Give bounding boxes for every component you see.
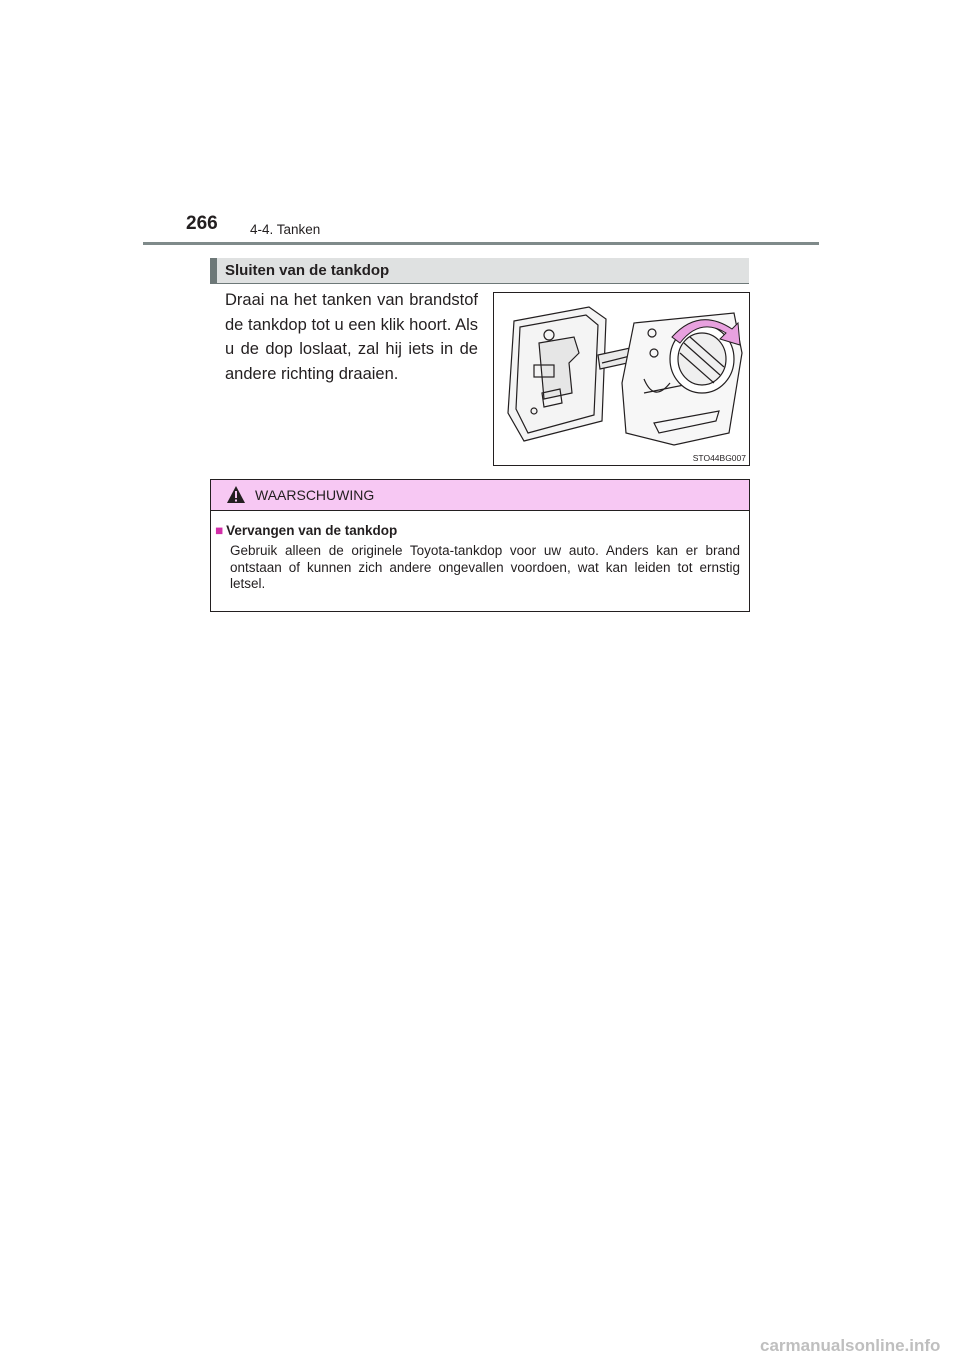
figure-code: STO44BG007 [692,453,746,463]
section-reference: 4-4. Tanken [250,222,321,237]
warning-header [211,480,749,511]
warning-item-heading [215,523,397,538]
fuel-door-drawing [494,293,749,465]
warning-triangle-icon [226,485,246,504]
page-number: 266 [186,213,218,234]
fuel-cap-illustration [493,292,750,466]
watermark: carmanualsonline.info [760,1336,941,1355]
bullet-icon: ■ [215,523,224,538]
warning-item-title: Vervangen van de tankdop [226,523,398,538]
warning-title: WAARSCHUWING [255,487,375,503]
warning-box [210,479,750,612]
section-heading [210,258,749,284]
section-heading-text: Sluiten van de tankdop [225,262,390,279]
instruction-text: Draai na het tanken van brandstof de tankdop tot u een klik hoort. Als u de dop loslaat, zal hij iets in de andere richting draaien. [225,291,478,383]
header-divider [143,242,819,245]
warning-item-text: Gebruik alleen de originele Toyota-tankdop voor uw auto. Anders kan er brand ontstaan of kunnen zich andere ongevallen voordoen, wat kan leiden tot ernstig letsel. [230,543,740,591]
